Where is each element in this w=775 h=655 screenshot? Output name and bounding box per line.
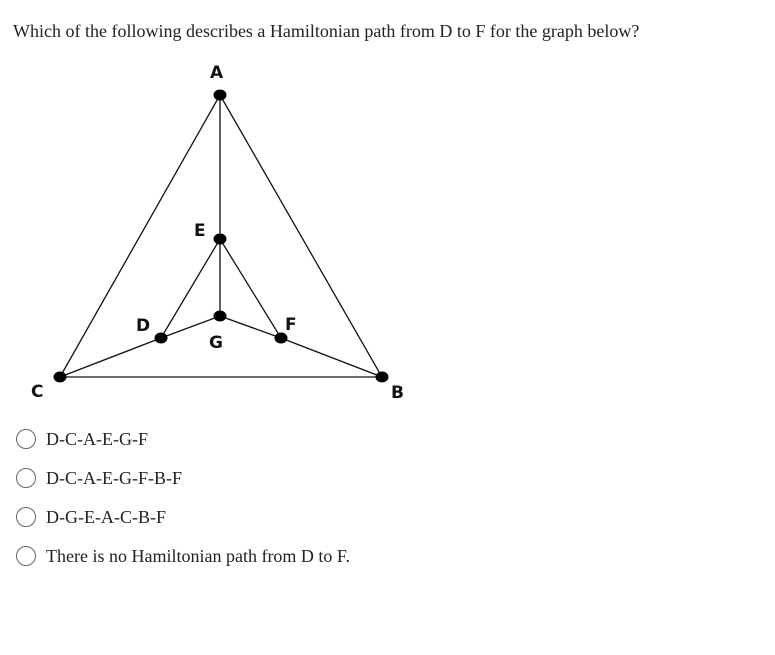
graph-diagram (0, 55, 430, 415)
edge-d-e (161, 239, 220, 338)
edge-c-d (60, 338, 161, 377)
vertex-e (214, 234, 227, 245)
vertex-b (376, 372, 389, 383)
option-4-label: There is no Hamiltonian path from D to F. (46, 545, 351, 566)
vertex-label-e: E (194, 221, 206, 241)
option-1[interactable] (16, 419, 350, 458)
option-1-radio[interactable] (16, 429, 36, 449)
vertex-label-g: G (209, 333, 223, 353)
vertex-label-f: F (285, 315, 297, 335)
option-4-radio[interactable] (16, 546, 36, 566)
option-4[interactable] (16, 536, 350, 575)
edge-e-f (220, 239, 281, 338)
option-1-label: D-C-A-E-G-F (46, 428, 148, 449)
vertex-c (54, 372, 67, 383)
option-2-label: D-C-A-E-G-F-B-F (46, 467, 182, 488)
option-3-label: D-G-E-A-C-B-F (46, 506, 166, 527)
question-text: Which of the following describes a Hamiltonian path from D to F for the graph below? (13, 21, 640, 41)
vertex-g (214, 311, 227, 322)
edge-a-b (220, 95, 382, 377)
edge-b-f (281, 338, 382, 377)
option-2[interactable] (16, 458, 350, 497)
edge-g-f (220, 316, 281, 338)
answer-options (16, 419, 350, 575)
option-3[interactable] (16, 497, 350, 536)
vertex-label-b: B (391, 383, 404, 403)
vertex-d (155, 333, 168, 344)
option-2-radio[interactable] (16, 468, 36, 488)
vertex-label-a: A (210, 63, 224, 83)
option-3-radio[interactable] (16, 507, 36, 527)
vertex-label-d: D (136, 316, 151, 336)
vertex-a (214, 90, 227, 101)
vertex-label-c: C (31, 382, 44, 402)
